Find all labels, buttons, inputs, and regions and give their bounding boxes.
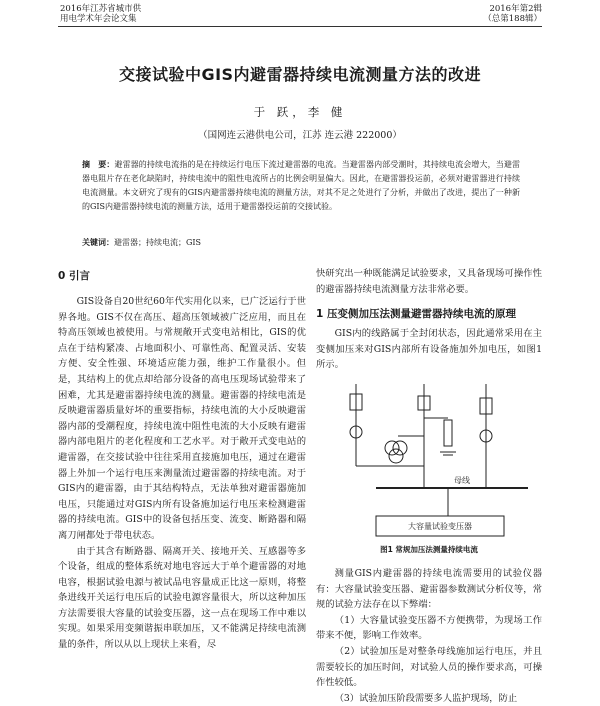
section-0-continuation (316, 266, 542, 297)
abstract-label: 摘 要： (82, 160, 115, 169)
section-1b-item-2: （2）试验加压是对整条母线施加运行电压，并且需要较长的加压时间，对试验人员的操作要求高，可操作性较低。 (316, 645, 542, 689)
test-transformer-label: 大容量试验变压器 (408, 522, 472, 531)
section-1-heading: 1 压变侧加压法测量避雷器持续电流的原理 (316, 308, 516, 320)
paper-title: 交接试验中GIS内避雷器持续电流测量方法的改进 (118, 65, 482, 84)
section-0-paragraph-2: 由于其含有断路器、隔离开关、接地开关、互感器等多个设备，组成的整体系统对地电容远大于单个避雷器的对地电容，根据试验电源与被试品电容量成正比这一原则，将整条进线开关运行电压后的试验电源容量很大，所以这种加压方法需要很大容量的试验变压器，这一点在现场工作中难以实现。如果采用变频谐振串联加压，又不能满足持续电流测量的条件，所以从以上现状上来看，尽 (58, 545, 306, 651)
running-header-right (483, 4, 542, 24)
header-rule (58, 26, 542, 27)
section-1-paragraph: GIS内的线路属于全封闭状态，因此通常采用在主变侧加压来对GIS内部所有设备施加外加电压，如图1所示。 (316, 328, 542, 371)
keywords (82, 237, 520, 248)
header-left-line2: 用电学术年会论文集 (60, 14, 137, 24)
figure-1-caption: 图1 常规加压法测量持续电流 (380, 545, 478, 554)
pt-winding-3 (389, 449, 403, 463)
section-0-heading: 0 引言 (58, 270, 90, 282)
header-right-line1: 2016年第2辑 (489, 4, 542, 14)
pt-winding-2 (393, 441, 407, 455)
keywords-text: 避雷器；持续电流；GIS (114, 238, 202, 247)
section-1-body (316, 326, 542, 373)
section-1b-intro: 测量GIS内避雷器的持续电流需要用的试验仪器有：大容量试验变压器、避雷器参数测试分析仪等，常规的试验方法存在以下弊端： (316, 568, 542, 611)
paper-affiliation: （国网连云港供电公司，江苏 连云港 222000） (198, 130, 402, 141)
paper-authors: 于 跃，李 健 (253, 105, 347, 119)
header-right-line2: （总第188辑） (483, 14, 542, 24)
section-1b-body (316, 566, 542, 706)
pt-winding-1 (385, 441, 399, 455)
running-header-left (60, 4, 141, 24)
section-0-body (58, 294, 306, 653)
keywords-label: 关键词： (82, 238, 114, 247)
continuation-text: 快研究出一种既能满足试验要求，又具备现场可操作性的避雷器持续电流测量方法非常必要。 (316, 268, 542, 295)
section-1b-item-1: （1）大容量试验变压器不方便携带，为现场工作带来不便，影响工作效率。 (316, 614, 542, 642)
abstract-text: 避雷器的持续电流指的是在持续运行电压下流过避雷器的电流。当避雷器内部受潮时，其持续电流会增大，当避雷器电阻片存在老化缺陷时，持续电流中的阻性电流所占的比例会明显偏大。因此，在避雷器投运前，必须对避雷器进行持续电流测量。本文研究了现有的GIS内避雷器持续电流的测量方法，对其不足之处进行了分析，并做出了改进，提出了一种新的GIS内避雷器持续电流的测量方法，适用于避雷器投运前的交接试验。 (82, 160, 520, 211)
section-1b-item-3: （3）试验加压阶段需要多人监护现场，防止 (334, 692, 518, 704)
figure-1-circuit-diagram (336, 376, 546, 541)
abstract (82, 158, 520, 214)
arrester-symbol (444, 420, 452, 446)
header-left-line1: 2016年江苏省城市供 (60, 4, 142, 14)
busbar-label: 母线 (454, 476, 470, 485)
section-0-paragraph-1: GIS设备自20世纪60年代实用化以来，已广泛运行于世界各地。GIS不仅在高压、超高压领域被广泛应用，而且在特高压领域也被使用。与常规敞开式变电站相比，GIS的优点在于结构紧凑、占地面积小、可靠性高、配置灵活、安装方便、安全性强、环境适应能力强，维护工作量很小。但是，其结构上的优点却给部分设备的高电压现场试验带来了困难，尤其是避雷器持续电流的测量。避雷器的持续电流是反映避雷器质量好坏的重要指标，持续电流的大小反映避雷器内部的受潮程度，持续电流中阻性电流的大小反映有避雷器内部电阻片的老化程度和工艺水平。对于敞开式变电站的避雷器，在交接试验中往往采用直接施加电压，通过在避雷器上外加一个运行电压来测量流过避雷器的持续电流。对于GIS内的避雷器，由于其结构特点，无法单独对避雷器施加电压，只能通过对GIS内所有设备施加运行电压来检测避雷器的持续电流。GIS中的设备包括压变、流变、断路器和隔离刀闸都处于带电状态。 (58, 296, 306, 541)
